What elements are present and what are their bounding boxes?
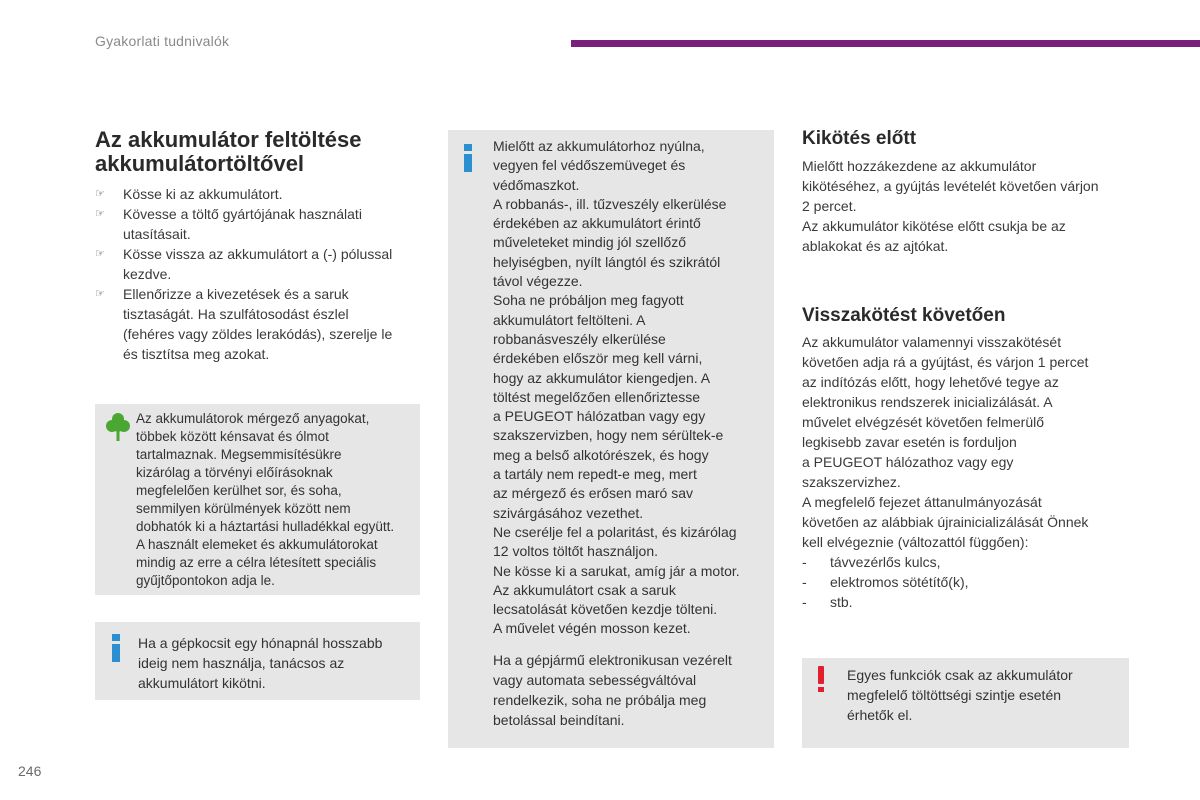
clover-leaf-icon	[105, 412, 131, 447]
reinit-items-list	[802, 552, 1132, 612]
warning-box	[802, 658, 1129, 748]
section-title	[95, 128, 425, 176]
gearbox-note-text: Ha a gépjármű elektronikusan vezérelt vagy automata sebességváltóval rendelkezik, soha ne próbálja meg betolással beindítani.	[493, 652, 732, 728]
info-icon	[464, 144, 474, 172]
pointing-finger-icon: ☞	[95, 288, 105, 300]
info-icon	[112, 634, 122, 662]
exclamation-icon	[816, 666, 826, 692]
before-disconnect-section	[802, 128, 1132, 256]
list-item: - elektromos sötétítő(k),	[802, 574, 969, 590]
list-item: ☞ Kövesse a töltő gyártójának használati utasításait.	[95, 206, 362, 242]
charging-section	[95, 128, 425, 364]
after-reconnect-text: Az akkumulátor valamennyi visszakötését követően adja rá a gyújtást, és várjon 1 percet az indítózás előtt, hogy lehetővé tegye az elektronikus rendszerek inicializálását. A művelet elvégzését követően felmerülő legkisebb zavar esetén is forduljon a PEUGEOT hálózathoz vagy egy szakszervizhez. A megfelelő fejezet áttanulmányozását követően az alábbiak újrainicializálását Önnek kell elvégeznie (változattól függően):	[802, 334, 1089, 550]
warning-text: Egyes funkciók csak az akkumulátor megfelelő töltöttségi szintje esetén érhetők el.	[847, 667, 1073, 723]
subsection-title: Visszakötést követően	[802, 305, 1006, 326]
header-accent-bar	[571, 40, 1200, 47]
list-item: ☞ Ellenőrizze a kivezetések és a saruk tisztaságát. Ha szulfátosodást észlel (fehéres vagy zöldes lerakódás), szerelje le és tisztítsa meg azokat.	[95, 286, 393, 362]
page-number: 246	[18, 763, 42, 779]
charging-steps-list	[95, 184, 425, 364]
section-title-line-2: akkumulátortöltővel	[95, 151, 305, 176]
after-reconnect-section	[802, 305, 1132, 612]
pointing-finger-icon: ☞	[95, 188, 105, 200]
section-title-line-1: Az akkumulátor feltöltése	[95, 127, 362, 152]
safety-info-text: Mielőtt az akkumulátorhoz nyúlna, vegyen fel védőszemüveget és védőmaszkot. A robbanás-, ill. tűzveszély elkerülése érdekében az akkumulátort érintő műveleteket mindig jól szellőző helyiségben, nyílt lángtól és szikrától távol végezze. Soha ne próbáljon meg fagyott akkumulátort feltölteni. A robbanásveszély elkerülése érdekében először meg kell várni, hogy az akkumulátor kiengedjen. A töltést megelőzően ellenőriztesse a PEUGEOT hálózatban vagy egy szakszervizben, hogy nem sérültek-e meg a belső alkotórészek, és hogy a tartály nem repedt-e meg, mert az mérgező és erősen maró sav szivárgásához vezethet. Ne cserélje fel a polaritást, és kizárólag 12 voltos töltőt használjon. Ne kösse ki a sarukat, amíg jár a motor. Az akkumulátort csak a saruk lecsatolását követően kezdje tölteni. A művelet végén mosson kezet.	[493, 138, 740, 637]
environment-note-box	[95, 404, 420, 595]
before-disconnect-text: Mielőtt hozzákezdene az akkumulátor kikötéséhez, a gyújtás levételét követően várjon 2 percet. Az akkumulátor kikötése előtt csukja be az ablakokat és az ajtókat.	[802, 158, 1099, 254]
list-item: - stb.	[802, 594, 853, 610]
subsection-title: Kikötés előtt	[802, 128, 917, 149]
list-item: ☞ Kösse vissza az akkumulátort a (-) pólussal kezdve.	[95, 246, 393, 282]
environment-note-text: Az akkumulátorok mérgező anyagokat, többek között kénsavat és ólmot tartalmaznak. Megsemmisítésükre kizárólag a törvényi előírásoknak megfelelően kerülhet sor, és soha, semmilyen körülmények között nem dobhatók ki a háztartási hulladékkal együtt. A használt elemeket és akkumulátorokat mindig az erre a célra létesített speciális gyűjtőpontokon adja le.	[136, 411, 395, 588]
list-item: ☞ Kösse ki az akkumulátort.	[95, 186, 283, 202]
header-title: Gyakorlati tudnivalók	[95, 33, 230, 49]
storage-info-text: Ha a gépkocsit egy hónapnál hosszabb ideig nem használja, tanácsos az akkumulátort kikötni.	[138, 635, 383, 691]
pointing-finger-icon: ☞	[95, 208, 105, 220]
list-item: - távvezérlős kulcs,	[802, 554, 941, 570]
pointing-finger-icon: ☞	[95, 248, 105, 260]
safety-info-box	[448, 130, 774, 748]
storage-info-box	[95, 622, 420, 700]
